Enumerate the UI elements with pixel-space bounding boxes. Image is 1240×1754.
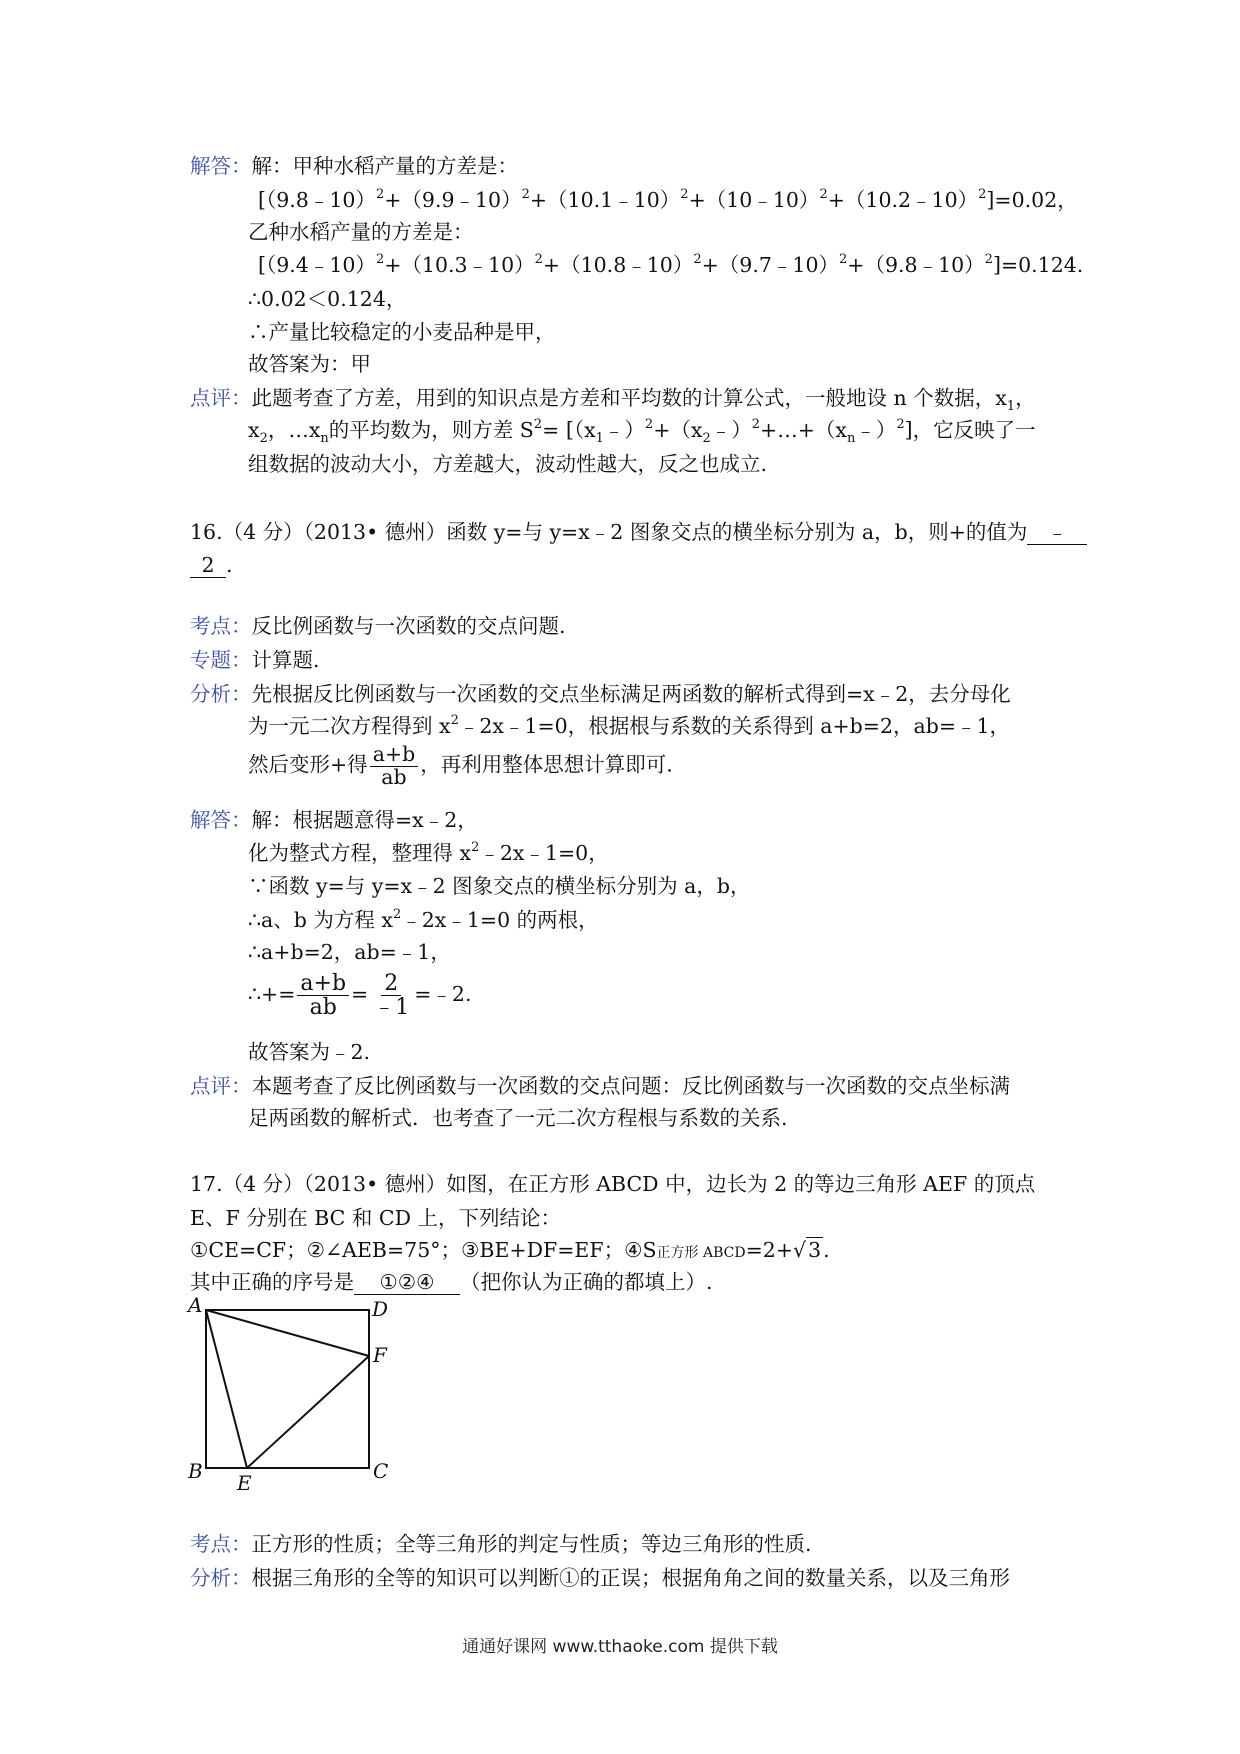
q16-stem: 16.（4 分）（2013• 德州）函数 y=与 y=x﹣2 图象交点的横坐标分别为 a，b，则+的值为 ﹣ [190,520,1087,545]
q16-answer-line-4: ∴a、b 为方程 $x^2﹣2x﹣1=0$ 的两根， [248,907,599,932]
square-figure [180,1296,400,1496]
vertex-label-b: B [188,1459,203,1483]
q16-comment-line-1: 点评：本题考查了反比例函数与一次函数的交点问题：反比例函数与一次函数的交点坐标满 [190,1074,1010,1098]
segment-ae [206,1310,247,1468]
answer-label: 解答： [190,808,252,832]
q16-comment-line-2: 足两函数的解析式．也考查了一元二次方程根与系数的关系. [248,1106,788,1130]
segment-ef [247,1356,369,1468]
q15-answer-line-1: 解答：解：甲种水稻产量的方差是： [190,154,518,178]
q17-stem-1: 17.（4 分）（2013• 德州）如图，在正方形 ABCD 中，边长为 2 的等边三角形 AEF 的顶点 [190,1172,1036,1196]
kaodian-label: 考点： [190,1532,252,1556]
zhuanti-label: 专题： [190,648,252,672]
q15-answer-line-6: ∴产量比较稳定的小麦品种是甲， [248,320,556,344]
sqrt-sign: √3 [793,1238,822,1262]
q17-stem-4: 其中正确的序号是 ①②④ （把你认为正确的都填上）. [190,1270,713,1294]
q17-kaodian: 考点：正方形的性质；全等三角形的判定与性质；等边三角形的性质. [190,1532,812,1556]
vertex-label-d: D [372,1297,389,1321]
q16-answer-line-5: ∴a+b=2，ab=﹣1， [248,940,451,964]
q16-answer-line-2: 化为整式方程，整理得 $x^2﹣2x﹣1=0$， [248,840,609,865]
answer-blank: ①②④ [354,1271,460,1295]
q15-comment-line-3: 组数据的波动大小，方差越大，波动性越大，反之也成立. [248,452,768,476]
vertex-label-c: C [373,1459,389,1483]
q16-answer-line-6: ∴+= $\frac{a+b}{ab}$ = $\frac{2}{﹣1}$ =﹣2. [248,971,472,1021]
q15-answer-line-7: 故答案为：甲 [248,352,371,376]
fraction: $\frac{a+b}{ab}$ [370,744,419,788]
q17-stem-3: ①CE=CF；②∠AEB=75°；③BE+DF=EF；④S正方形 ABCD=2+√3. [190,1238,830,1262]
q15-answer-line-5: ∴0.02＜0.124， [248,287,407,311]
q15-answer-line-4: [（9.4﹣10）$^2$+（10.3﹣10）$^2$+（10.8﹣10）$^2$+（9.7﹣10）$^2$+（9.8﹣10）$^2$]=0.124. [258,252,1084,277]
vertex-label-a: A [188,1296,203,1317]
q15-answer-line-2: [（9.8﹣10）$^2$+（9.9﹣10）$^2$+（10.1﹣10）$^2$+（10﹣10）$^2$+（10.2﹣10）$^2$]=0.02， [258,187,1078,212]
segment-af [206,1310,369,1356]
fraction: $\frac{a+b}{ab}$ [297,972,349,1019]
q17-fenxi: 分析：根据三角形的全等的知识可以判断①的正误；根据角角之间的数量关系，以及三角形 [190,1566,1010,1590]
comment-label: 点评： [190,1074,252,1098]
fenxi-label: 分析： [190,682,252,706]
page-footer: 通通好课网 www.tthaoke.com 提供下载 [462,1637,778,1657]
q16-stem-cont: 2 . [190,553,233,578]
q16-fenxi-line-3: 然后变形+得 $\frac{a+b}{ab}$ ，再利用整体思想计算即可. [248,742,673,789]
answer-label: 解答： [190,154,252,178]
kaodian-label: 考点： [190,614,252,638]
q15-comment-line-1: 点评：此题考查了方差，用到的知识点是方差和平均数的计算公式，一般地设 n 个数据，$x_1$， [190,386,1036,414]
vertex-label-e: E [237,1471,252,1495]
q16-zhuanti: 专题：计算题. [190,648,320,672]
q16-fenxi-line-2: 为一元二次方程得到 $x^2﹣2x﹣1=0$，根据根与系数的关系得到 a+b=2，ab=﹣1， [248,713,1011,738]
q15-answer-line-3: 乙种水稻产量的方差是： [248,220,474,244]
q17-stem-2: E、F 分别在 BC 和 CD 上，下列结论： [190,1206,562,1230]
comment-label: 点评： [190,386,252,410]
q16-answer-line-7: 故答案为﹣2. [248,1040,371,1064]
fraction: $\frac{2}{﹣1}$ [373,971,410,1021]
fenxi-label: 分析： [190,1566,252,1590]
answer-blank-cont: 2 [190,554,226,578]
vertex-label-f: F [373,1343,387,1367]
q16-kaodian: 考点：反比例函数与一次函数的交点问题. [190,614,566,638]
answer-blank: ﹣ [1027,521,1087,545]
q16-answer-line-1: 解答：解：根据题意得=x﹣2， [190,808,478,832]
q15-comment-line-2: $x_2$，$\dots x_n$的平均数为，则方差 $S^2=$ $[(x_1﹣)^2+(x_2﹣)^2+\dots+(x_n﹣)^2]$，它反映了一 [248,417,1036,446]
q16-fenxi-line-1: 分析：先根据反比例函数与一次函数的交点坐标满足两函数的解析式得到=x﹣2，去分母化 [190,682,1011,706]
q16-answer-line-3: ∵函数 y=与 y=x﹣2 图象交点的横坐标分别为 a，b， [248,874,751,898]
